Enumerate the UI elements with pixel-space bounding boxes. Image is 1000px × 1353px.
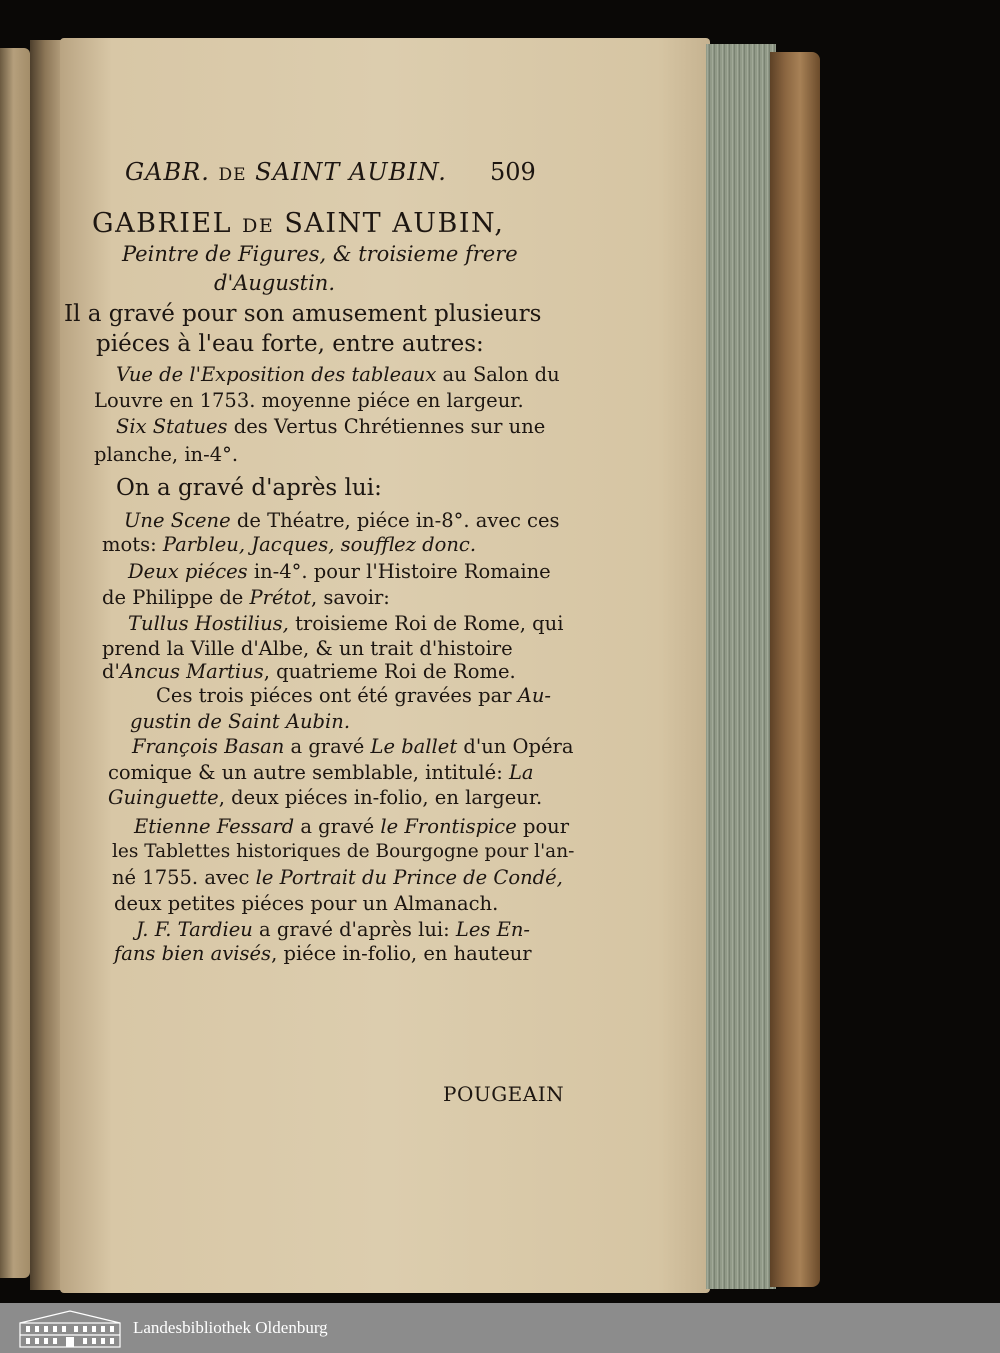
entry-title-part: SAINT AUBIN, xyxy=(284,208,505,239)
text-line xyxy=(108,786,542,809)
italic-span: Le ballet xyxy=(370,735,458,758)
italic-span: le Portrait du Prince de Condé, xyxy=(255,866,563,889)
text-span: des Vertus Chrétiennes sur une xyxy=(227,415,546,438)
text-span: de Théatre, piéce in-8°. avec ces xyxy=(230,509,560,532)
text-span: a gravé xyxy=(294,815,381,838)
italic-span: Les En- xyxy=(455,918,530,941)
entry-title-part: DE xyxy=(242,215,275,237)
running-head-part: DE xyxy=(218,165,247,185)
text-line: planche, in-4°. xyxy=(94,443,239,466)
text-span: d' xyxy=(102,660,120,683)
subtitle-line: Peintre de Figures, & troisieme frere xyxy=(122,242,518,266)
text-line xyxy=(128,612,563,635)
text-span: , savoir: xyxy=(310,586,390,609)
footer-bar xyxy=(0,1303,1000,1353)
italic-span: Une Scene xyxy=(124,509,231,532)
text-span: mots: xyxy=(102,533,163,556)
entry-title-part: GABRIEL xyxy=(92,208,233,239)
page-stack-edges xyxy=(706,44,776,1289)
text-span: pour xyxy=(516,815,570,838)
text-span: Ces trois piéces ont été gravées par xyxy=(156,684,518,707)
italic-span: le Frontispice xyxy=(380,815,517,838)
running-head xyxy=(125,158,447,186)
italic-span: fans bien avisés xyxy=(114,942,272,965)
text-span: a gravé xyxy=(284,735,371,758)
text-line xyxy=(114,942,532,965)
page-number: 509 xyxy=(490,158,536,186)
text-span: in-4°. pour l'Histoire Romaine xyxy=(247,560,551,583)
text-line xyxy=(112,866,563,889)
text-line xyxy=(102,660,516,683)
italic-span: La xyxy=(508,761,534,784)
library-name: Landesbibliothek Oldenburg xyxy=(133,1318,328,1337)
intro-line: Il a gravé pour son amusement plusieurs xyxy=(64,301,542,327)
italic-span: Vue de l'Exposition des tableaux xyxy=(116,363,437,386)
text-span: comique & un autre semblable, intitulé: xyxy=(108,761,509,784)
text-span: au Salon du xyxy=(436,363,560,386)
running-head-part: SAINT AUBIN. xyxy=(255,158,447,186)
italic-span: Etienne Fessard xyxy=(134,815,295,838)
book-cover-edge xyxy=(770,52,820,1287)
text-span: , piéce in-folio, en hauteur xyxy=(271,942,532,965)
text-line: les Tablettes historiques de Bourgogne pour l'an- xyxy=(112,841,575,862)
italic-span: Parbleu, Jacques, soufflez donc. xyxy=(162,533,477,556)
italic-span: Deux piéces xyxy=(128,560,248,583)
text-line xyxy=(124,509,560,532)
text-line: deux petites piéces pour un Almanach. xyxy=(114,892,499,915)
text-line xyxy=(102,586,390,609)
text-span: d'un Opéra xyxy=(457,735,574,758)
text-line xyxy=(132,735,574,758)
text-span: troisieme Roi de Rome, qui xyxy=(288,612,564,635)
italic-span: J. F. Tardieu xyxy=(136,918,253,941)
text-line xyxy=(102,533,476,556)
italic-span: Guinguette xyxy=(108,786,219,809)
text-span: a gravé d'après lui: xyxy=(252,918,456,941)
text-line xyxy=(116,363,560,386)
text-line: prend la Ville d'Albe, & un trait d'histoire xyxy=(102,637,513,660)
italic-span: Tullus Hostilius, xyxy=(128,612,289,635)
italic-span: François Basan xyxy=(132,735,285,758)
text-span: né 1755. avec xyxy=(112,866,256,889)
library-building-icon xyxy=(18,1309,122,1349)
text-line: gustin de Saint Aubin. xyxy=(130,710,351,733)
italic-span: Ancus Martius xyxy=(119,660,264,683)
italic-span: Six Statues xyxy=(116,415,228,438)
italic-span: Prétot xyxy=(249,586,311,609)
running-head-part: GABR. xyxy=(125,158,210,186)
text-line xyxy=(136,918,530,941)
text-span: , deux piéces in-folio, en largeur. xyxy=(218,786,543,809)
italic-span: Au- xyxy=(517,684,551,707)
text-span: , quatrieme Roi de Rome. xyxy=(263,660,516,683)
text-line: Louvre en 1753. moyenne piéce en largeur. xyxy=(94,389,524,412)
text-line xyxy=(116,415,545,438)
subtitle-line: d'Augustin. xyxy=(214,271,336,295)
intro-line: piéces à l'eau forte, entre autres: xyxy=(96,331,484,357)
text-line xyxy=(108,761,534,784)
text-line xyxy=(156,684,551,707)
text-line xyxy=(128,560,551,583)
entry-title xyxy=(92,208,504,239)
catchword: POUGEAIN xyxy=(443,1082,565,1106)
text-line xyxy=(134,815,569,838)
left-page-edge xyxy=(0,48,30,1278)
section-heading: On a gravé d'après lui: xyxy=(116,475,382,501)
text-span: de Philippe de xyxy=(102,586,250,609)
